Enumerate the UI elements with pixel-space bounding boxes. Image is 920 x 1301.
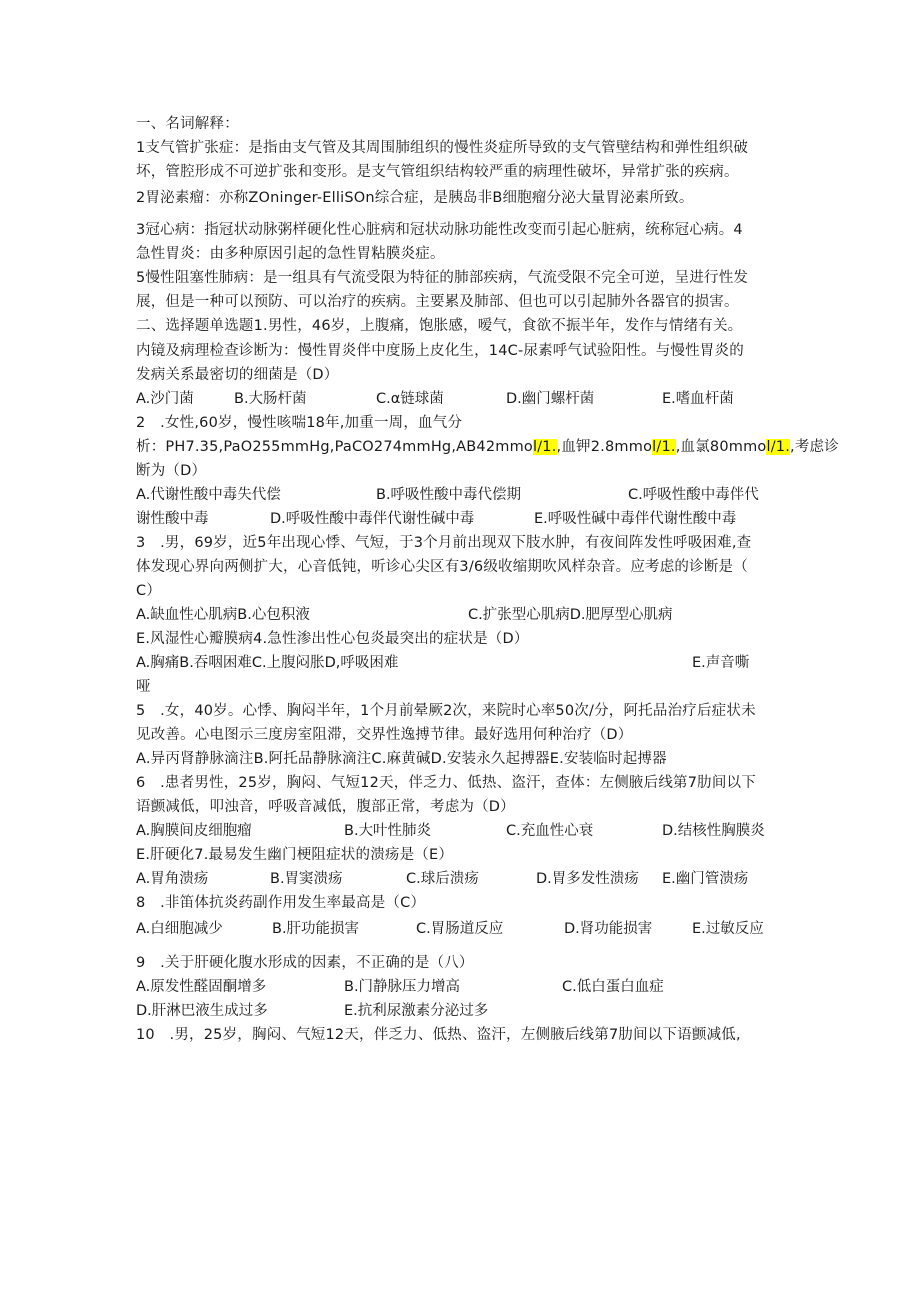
question-2-line-2 (136, 437, 839, 457)
option-d: D.胃多发性溃疡 (536, 871, 639, 887)
highlight-unit: l/1. (532, 439, 557, 455)
option-b: B.呼吸性酸中毒代偿期 (376, 487, 522, 503)
potassium-text: ,血钾2.8mmo (556, 439, 653, 455)
option-d: D.肝淋巴液生成过多 (136, 1003, 268, 1019)
question-2-options-row-2 (136, 509, 786, 529)
options-c-d: C.扩张型心肌病D.肥厚型心肌病 (468, 607, 673, 623)
option-e: E.声音嘶 (692, 655, 750, 671)
question-6-options-row-1 (136, 821, 786, 841)
question-6-line-2: 语颤减低，叩浊音，呼吸音减低，腹部正常，考虑为（D） (136, 799, 515, 815)
option-a: A.沙门菌 (136, 391, 194, 407)
option-c: C.呼吸性酸中毒伴代 (628, 487, 759, 503)
option-a: A.胃角溃疡 (136, 871, 209, 887)
option-e: E.呼吸性碱中毒伴代谢性酸中毒 (534, 511, 737, 527)
option-a: A.代谢性酸中毒失代偿 (136, 487, 281, 503)
question-4-options-row-1 (136, 653, 786, 673)
option-c: C.充血性心衰 (506, 823, 594, 839)
option-b: B.大叶性肺炎 (344, 823, 432, 839)
question-5-line-1: 5 .女，40岁。心悸、胸闷半年，1个月前晕厥2次，来院时心率50次/分，阿托品治疗后症状未 (136, 703, 756, 719)
question-1-line-2: 内镜及病理检查诊断为：慢性胃炎伴中度肠上皮化生，14C-尿素呼气试验阳性。与慢性胃炎的 (136, 343, 744, 359)
question-9-options-row-2 (136, 1001, 786, 1021)
question-1-options (136, 389, 786, 409)
question-3-line-2: 体发现心界向两侧扩大，心音低钝，听诊心尖区有3/6级收缩期吹风样杂音。应考虑的诊断是（ (136, 559, 748, 575)
option-d: D.幽门螺杆菌 (506, 391, 595, 407)
question-2-options-row-1 (136, 485, 786, 505)
question-5-line-2: 见改善。心电图示三度房室阻滞，交界性逸搏节律。最好选用何种治疗（D） (136, 727, 633, 743)
options-a-d: A.胸痛B.吞咽困难C.上腹闷胀D,呼吸困难 (136, 655, 399, 671)
option-d: D.肾功能损害 (564, 921, 653, 937)
chloride-text: ,血氯80mmo (675, 439, 767, 455)
question-tail-text: ,考虑诊 (790, 439, 839, 455)
option-b: B.胃窦溃疡 (270, 871, 343, 887)
question-2-line-3: 断为（D） (136, 463, 207, 479)
question-10-line-1: 10 .男，25岁，胸闷、气短12天，伴乏力、低热、盗汗，左侧腋后线第7肋间以下语颤减低, (136, 1027, 741, 1043)
question-7-options (136, 869, 786, 889)
question-6-line-1: 6 .患者男性，25岁，胸闷、气短12天，伴乏力、低热、盗汗，查体：左侧腋后线第7肋间以下 (136, 775, 756, 791)
question-4-options-row-2: 哑 (136, 679, 151, 695)
question-3-line-1: 3 .男，69岁，近5年出现心悸、气短，于3个月前出现双下肢水肿，有夜间阵发性呼吸困难,查 (136, 535, 752, 551)
highlight-unit: l/1. (766, 439, 791, 455)
option-d: D.呼吸性酸中毒伴代谢性碱中毒 (270, 511, 475, 527)
question-9-line-1: 9 .关于肝硬化腹水形成的因素，不正确的是（八） (136, 955, 474, 971)
option-e: E.嗜血杆菌 (662, 391, 734, 407)
question-2-line-1: 2 .女性,60岁，慢性咳喘18年,加重一周，血气分 (136, 415, 463, 431)
section-title-terms: 一、名词解释： (136, 116, 239, 132)
question-3-line-3: C） (136, 583, 162, 599)
question-6-options-row-2: E.肝硬化7.最易发生幽门梗阻症状的溃疡是（E） (136, 847, 454, 863)
option-b: B.肝功能损害 (272, 921, 360, 937)
option-a: A.胸膜间皮细胞瘤 (136, 823, 252, 839)
question-1-line-3: 发病关系最密切的细菌是（D） (136, 367, 339, 383)
blood-gas-text: 析：PH7.35,PaO255mmHg,PaCO274mmHg,AB42mmo (136, 439, 533, 455)
option-e: E.幽门管溃疡 (662, 871, 749, 887)
option-e: E.抗利尿激素分泌过多 (344, 1003, 489, 1019)
question-9-options-row-1 (136, 977, 786, 997)
option-b: B.门静脉压力增高 (344, 979, 461, 995)
question-3-options-row-2: E.风湿性心瓣膜病4.急性渗出性心包炎最突出的症状是（D） (136, 631, 529, 647)
definition-1-line-2: 坏，管腔形成不可逆扩张和变形。是支气管组织结构较严重的病理性破坏，异常扩张的疾病。 (136, 164, 739, 180)
section-title-choice: 二、选择题单选题1.男性，46岁，上腹痛，饱胀感，嗳气，食欲不振半年，发作与情绪有关。 (136, 318, 743, 334)
definition-1-line-1: 1支气管扩张症：是指由支气管及其周围肺组织的慢性炎症所导致的支气管壁结构和弹性组织破 (136, 140, 749, 156)
definition-3-line-1: 3冠心病：指冠状动脉粥样硬化性心脏病和冠状动脉功能性改变而引起心脏病，统称冠心病。4 (136, 222, 743, 238)
option-d: D.结核性胸膜炎 (662, 823, 765, 839)
option-c-continued: 谢性酸中毒 (136, 511, 209, 527)
question-5-options: A.异丙肾静脉滴注B.阿托品静脉滴注C.麻黄碱D.安装永久起搏器E.安装临时起搏器 (136, 751, 667, 767)
option-a: A.原发性醛固酮增多 (136, 979, 267, 995)
option-c: C.低白蛋白血症 (562, 979, 664, 995)
question-8-options (136, 919, 786, 939)
option-c: C.球后溃疡 (406, 871, 479, 887)
option-e: E.过敏反应 (692, 921, 764, 937)
option-c: C.α链球菌 (376, 391, 444, 407)
option-c: C.胃肠道反应 (416, 921, 504, 937)
question-8-line-1: 8 .非笛体抗炎药副作用发生率最高是（C） (136, 895, 426, 911)
option-a: A.白细胞减少 (136, 921, 223, 937)
highlight-unit: l/1. (652, 439, 676, 455)
definition-5-line-2: 展，但是一种可以预防、可以治疗的疾病。主要累及肺部、但也可以引起肺外各器官的损害。 (136, 294, 739, 310)
options-a-b: A.缺血性心肌病B.心包积液 (136, 607, 310, 623)
definition-5-line-1: 5慢性阻塞性肺病：是一组具有气流受限为特征的肺部疾病，气流受限不完全可逆，呈进行性发 (136, 270, 749, 286)
question-3-options-row-1 (136, 605, 786, 625)
definition-2-line-1: 2胃泌素瘤：亦称ZOninger-ElliSOn综合症，是胰岛非B细胞瘤分泌大量胃泌素所致。 (136, 190, 694, 206)
option-b: B.大肠杆菌 (234, 391, 307, 407)
definition-3-line-2: 急性胃炎：由多种原因引起的急性胃粘膜炎症。 (136, 246, 445, 262)
